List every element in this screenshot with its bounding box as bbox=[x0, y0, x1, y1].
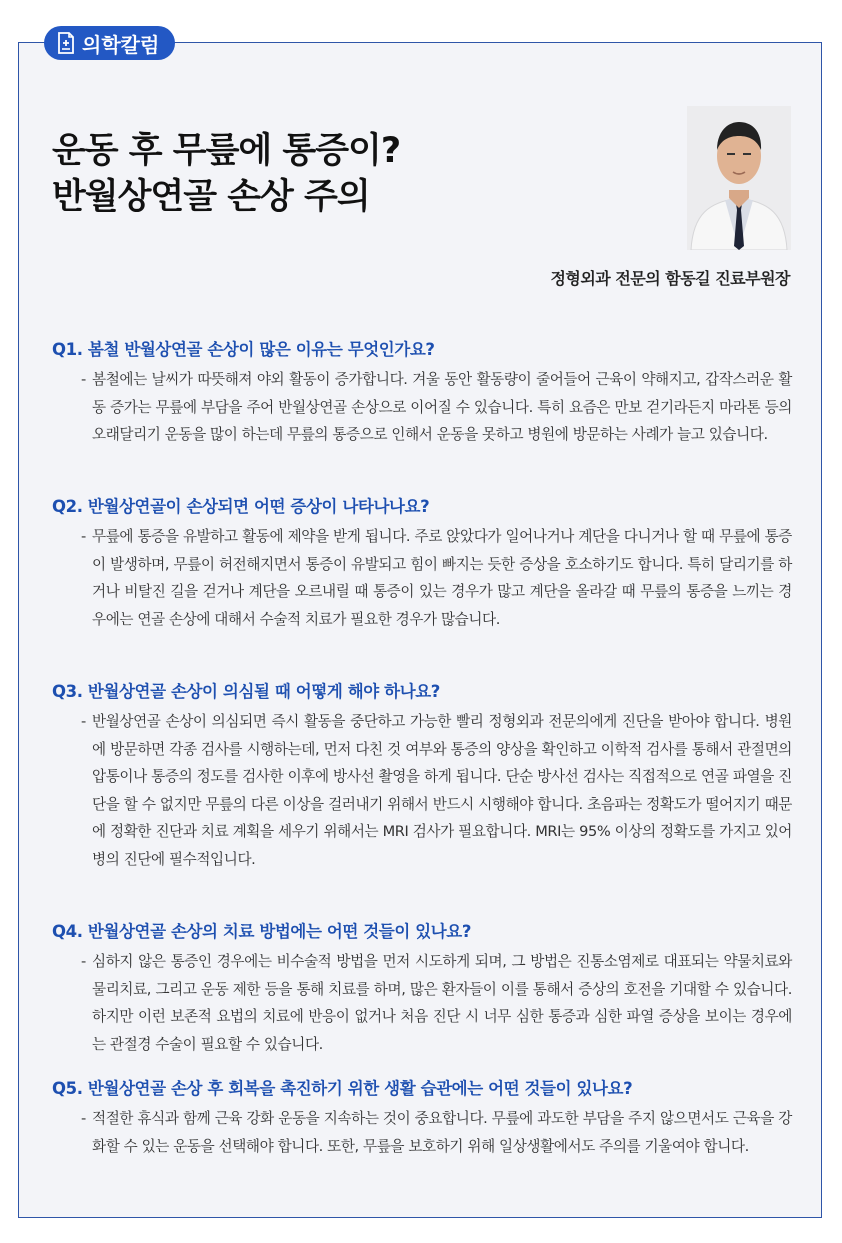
qa-item-1 bbox=[52, 338, 798, 449]
column-badge bbox=[44, 26, 175, 60]
answer-3: - 반월상연골 손상이 의심되면 즉시 활동을 중단하고 가능한 빨리 정형외과 전문의에게 진단을 받아야 합니다. 병원에 방문하면 각종 검사를 시행하는데, 먼저 다친 것 여부와 통증의 양상을 확인하고 이학적 검사를 통해서 관절면의 압통이나 통증의 정도를 검사한 이후에 방사선 촬영을 하게 됩니다. 단순 방사선 검사는 직접적으로 연골 파열을 진단을 할 수 없지만 무릎의 다른 이상을 걸러내기 위해서 반드시 시행해야 합니다. 초음파는 정확도가 떨어지기 때문에 정확한 진단과 치료 계획을 세우기 위해서는 MRI 검사가 필요합니다. MRI는 95% 이상의 정확도를 가지고 있어 병의 진단에 필수적입니다. bbox=[52, 708, 798, 873]
qa-item-5 bbox=[52, 1077, 798, 1160]
question-3: Q3. 반월상연골 손상이 의심될 때 어떻게 해야 하나요? bbox=[52, 682, 440, 701]
question-1: Q1. 봄철 반월상연골 손상이 많은 이유는 무엇인가요? bbox=[52, 340, 435, 359]
qa-item-3 bbox=[52, 680, 798, 873]
badge-label: 의학칼럼 bbox=[82, 32, 160, 57]
answer-1: - 봄철에는 날씨가 따뜻해져 야외 활동이 증가합니다. 겨울 동안 활동량이 줄어들어 근육이 약해지고, 갑작스러운 활동 증가는 무릎에 부담을 주어 반월상연골 손상으로 이어질 수 있습니다. 특히 요즘은 만보 걷기라든지 마라톤 등의 오래달리기 운동을 많이 하는데 무릎의 통증으로 인해서 운동을 못하고 병원에 방문하는 사례가 늘고 있습니다. bbox=[52, 366, 798, 449]
article-title bbox=[52, 128, 400, 220]
answer-4: - 심하지 않은 통증인 경우에는 비수술적 방법을 먼저 시도하게 되며, 그 방법은 진통소염제로 대표되는 약물치료와 물리치료, 그리고 운동 제한 등을 통해 치료를 하며, 많은 환자들이 이를 통해서 증상의 호전을 기대할 수 있습니다. 하지만 이런 보존적 요법의 치료에 반응이 없거나 처음 진단 시 너무 심한 통증과 심한 파열 증상을 보이는 경우에는 관절경 수술이 필요할 수 있습니다. bbox=[52, 948, 798, 1058]
title-line-2: 반월상연골 손상 주의 bbox=[52, 177, 370, 217]
author-credit: 정형외과 전문의 함동길 진료부원장 bbox=[550, 269, 790, 288]
document-medical-icon bbox=[56, 32, 76, 54]
answer-2: - 무릎에 통증을 유발하고 활동에 제약을 받게 됩니다. 주로 앉았다가 일어나거나 계단을 다니거나 할 때 무릎에 통증이 발생하며, 무릎이 허전해지면서 통증이 유발되고 힘이 빠지는 듯한 증상을 호소하기도 합니다. 특히 달리기를 하거나 비탈진 길을 걷거나 계단을 오르내릴 때 통증이 있는 경우가 많고 계단을 올라갈 때 무릎의 통증을 느끼는 경우에는 연골 손상에 대해서 수술적 치료가 필요한 경우가 많습니다. bbox=[52, 523, 798, 633]
qa-item-4 bbox=[52, 920, 798, 1058]
question-2: Q2. 반월상연골이 손상되면 어떤 증상이 나타나나요? bbox=[52, 497, 430, 516]
doctor-photo bbox=[687, 106, 791, 250]
answer-5: - 적절한 휴식과 함께 근육 강화 운동을 지속하는 것이 중요합니다. 무릎에 과도한 부담을 주지 않으면서도 근육을 강화할 수 있는 운동을 선택해야 합니다. 또한, 무릎을 보호하기 위해 일상생활에서도 주의를 기울여야 합니다. bbox=[52, 1105, 798, 1160]
question-4: Q4. 반월상연골 손상의 치료 방법에는 어떤 것들이 있나요? bbox=[52, 922, 472, 941]
qa-item-2 bbox=[52, 495, 798, 633]
question-5: Q5. 반월상연골 손상 후 회복을 촉진하기 위한 생활 습관에는 어떤 것들이 있나요? bbox=[52, 1079, 633, 1098]
title-line-1: 운동 후 무릎에 통증이? bbox=[52, 131, 401, 171]
